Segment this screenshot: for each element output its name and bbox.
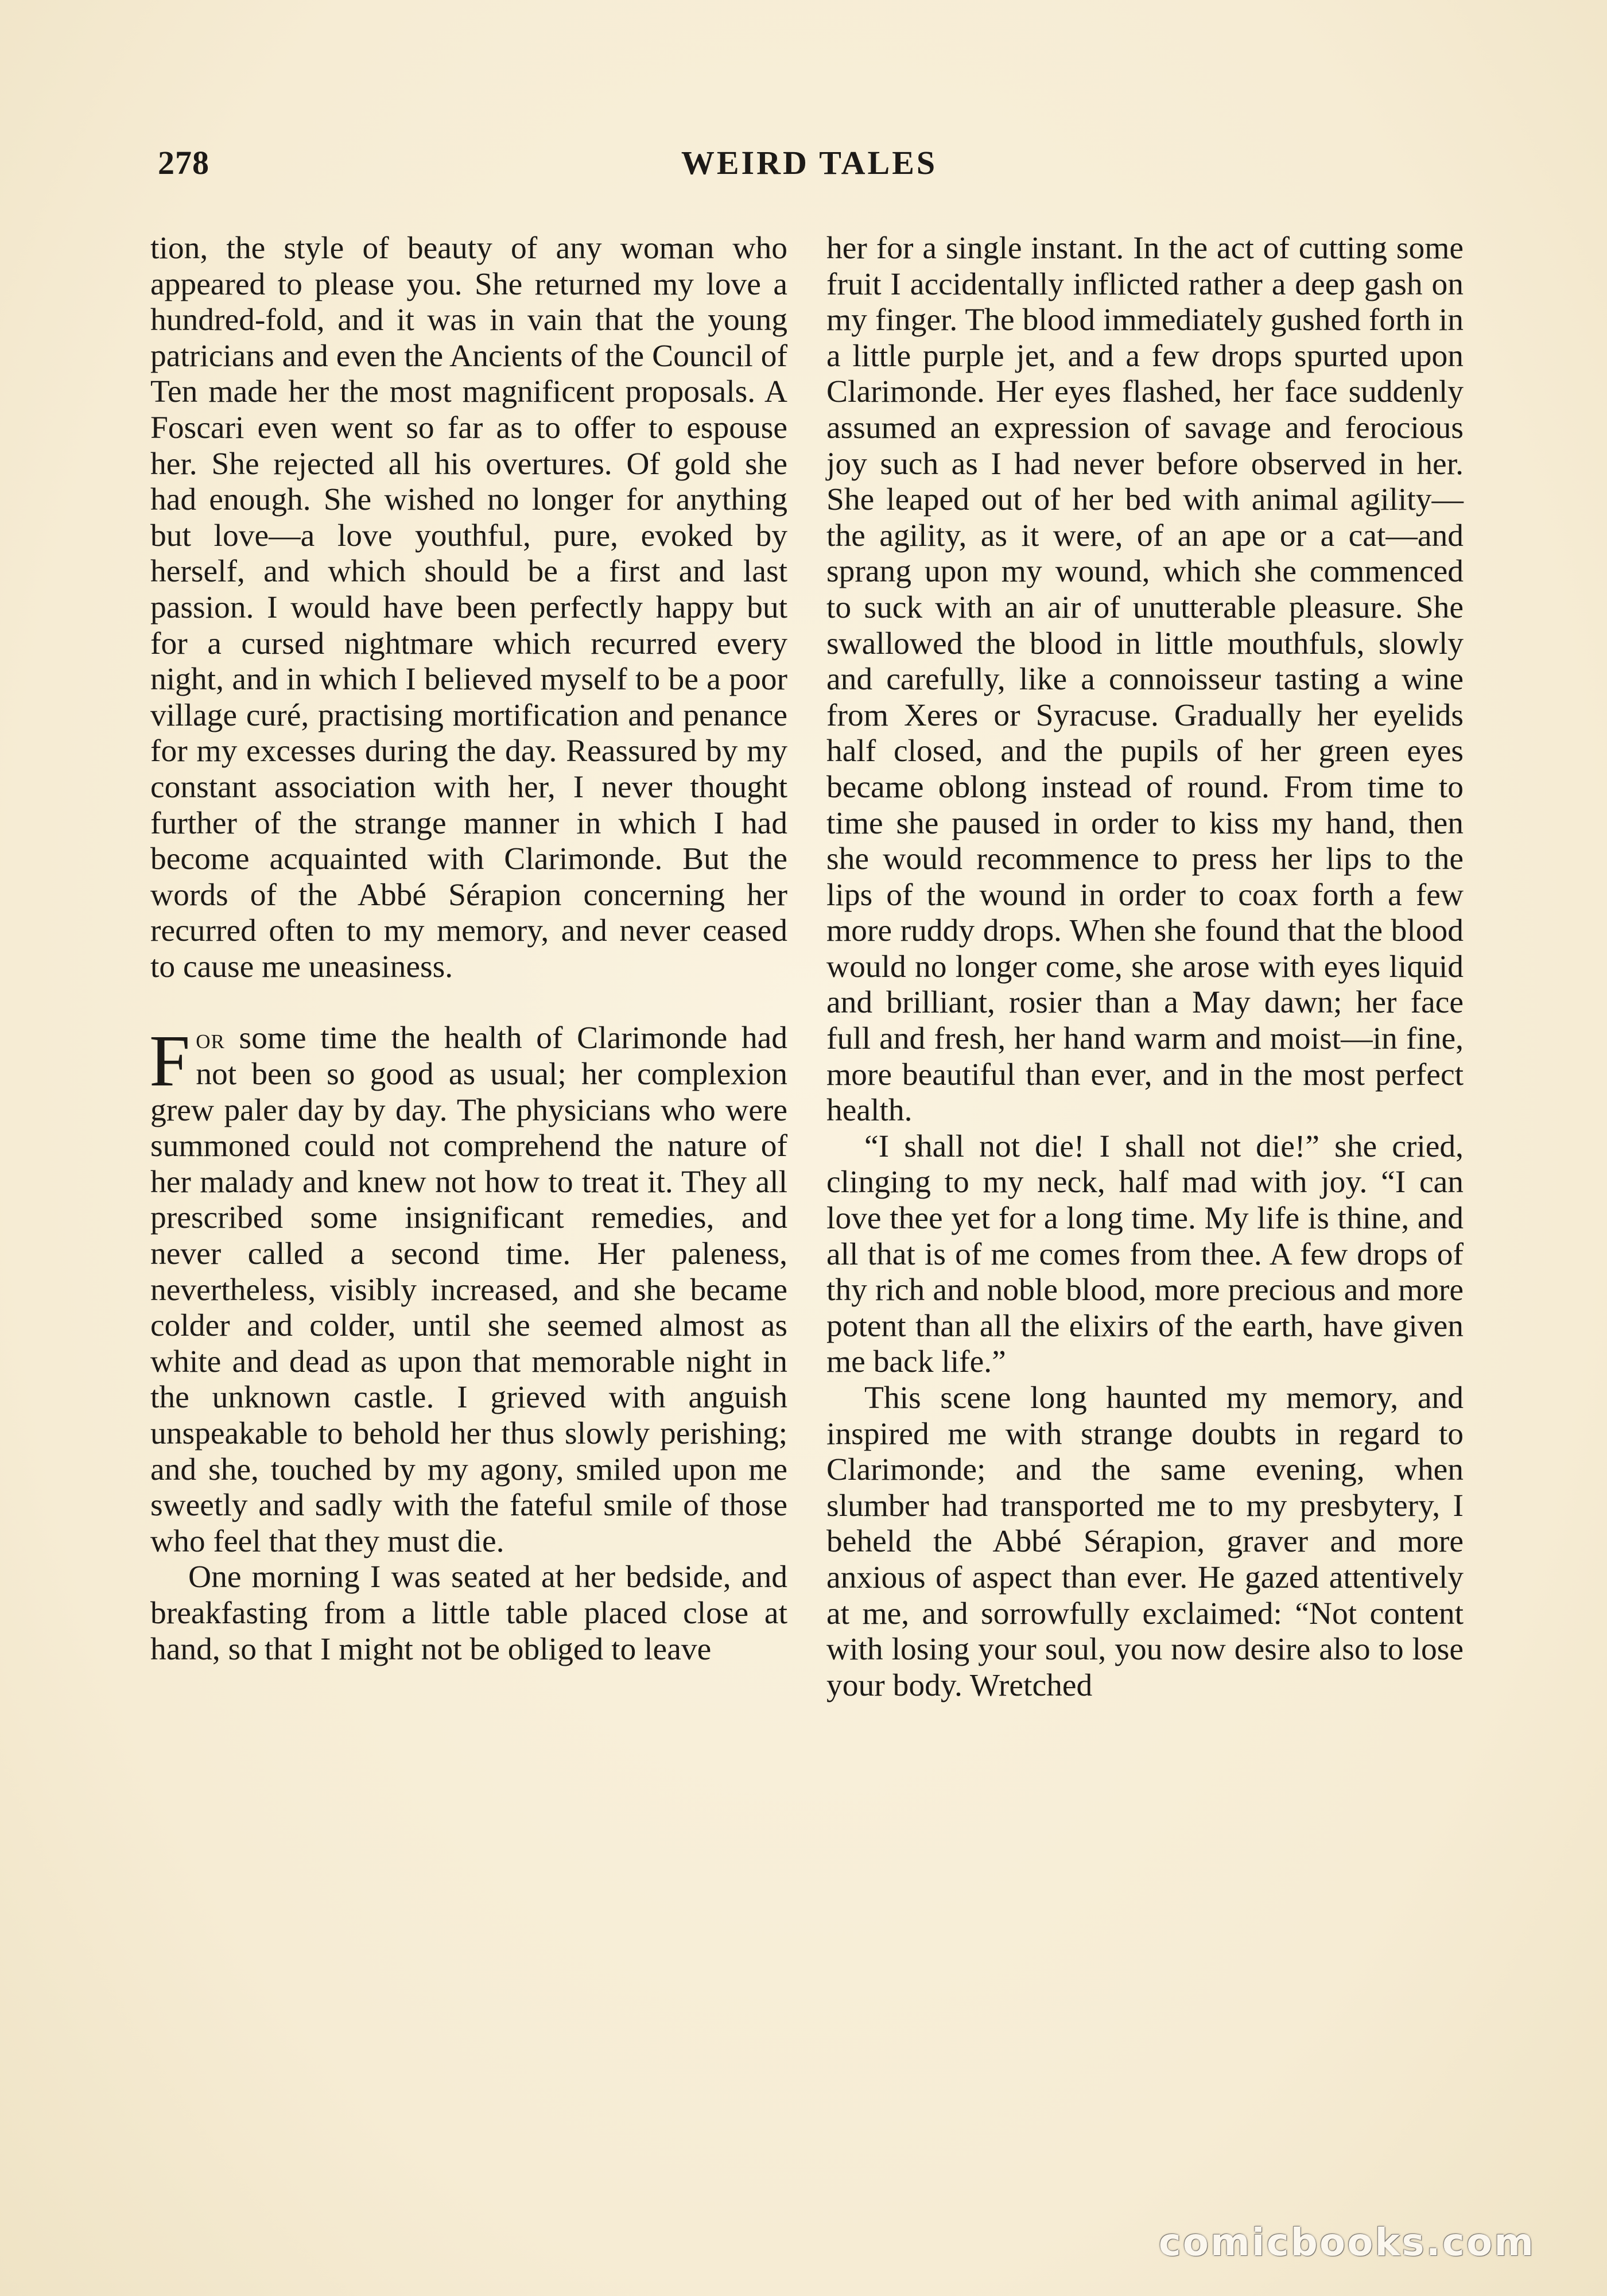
- page-number: 278: [158, 144, 209, 181]
- page-header: [158, 144, 1461, 189]
- left-column: [150, 231, 787, 1667]
- left-paragraph-1: tion, the style of beauty of any woman who appeared to please you. She returned my love a hundred-fold, and it was in vain that the young patricians and even the Ancients of the Council of Ten made her the most magnificent proposals. A Foscari even went so far as to offer to espouse her. She rejected all his overtures. Of gold she had enough. She wished no longer for anything but love—a love youthful, pure, evoked by herself, and which should be a first and last passion. I would have been perfectly happy but for a cursed nightmare which recurred every night, and in which I believed myself to be a poor village curé, practising mortification and penance for my excesses during the day. Reassured by my constant association with her, I never thought further of the strange manner in which I had become acquainted with Clarimonde. But the words of the Abbé Sérapion concerning her recurred often to my memory, and never ceased to cause me uneasiness.: [150, 231, 787, 984]
- small-caps-lead: or: [196, 1022, 225, 1055]
- right-column: [826, 231, 1464, 1704]
- left-paragraph-2: [150, 1021, 787, 1560]
- left-paragraph-3: One morning I was seated at her bedside, and breakfasting from a little table placed close at hand, so that I might not be obliged to leave: [150, 1560, 787, 1667]
- right-paragraph-2: “I shall not die! I shall not die!” she cried, clinging to my neck, half mad with joy. “I can love thee yet for a long time. My life is thine, and all that is of me comes from thee. A few drops of thy rich and noble blood, more precious and more potent than all the elixirs of the earth, have given me back life.”: [826, 1128, 1464, 1380]
- section-break: [150, 985, 787, 1021]
- right-paragraph-3: This scene long haunted my memory, and inspired me with strange doubts in regard to Clarimonde; and the same evening, when slumber had transported me to my presbytery, I beheld the Abbé Sérapion, graver and more anxious of aspect than ever. He gazed attentively at me, and sorrowfully exclaimed: “Not content with losing your soul, you now desire also to lose your body. Wretched: [826, 1380, 1464, 1703]
- watermark: comicbooks.com: [1158, 2220, 1535, 2264]
- right-paragraph-1: her for a single instant. In the act of cutting some fruit I accidentally inflicted rather a deep gash on my finger. The blood immediately gushed forth in a little purple jet, and a few drops spurted upon Clarimonde. Her eyes flashed, her face suddenly assumed an expression of savage and ferocious joy such as I had never before observed in her. She leaped out of her bed with animal agility—the agility, as it were, of an ape or a cat—and sprang upon my wound, which she commenced to suck with an air of unutterable pleasure. She swallowed the blood in little mouthfuls, slowly and carefully, like a connoisseur tasting a wine from Xeres or Syracuse. Gradually her eyelids half closed, and the pupils of her green eyes became oblong instead of round. From time to time she paused in order to kiss my hand, then she would recommence to press her lips to the lips of the wound in order to coax forth a few more ruddy drops. When she found that the blood would no longer come, she arose with eyes liquid and brilliant, rosier than a May dawn; her face full and fresh, her hand warm and moist—in fine, more beautiful than ever, and in the most perfect health.: [826, 231, 1464, 1128]
- left-paragraph-2-text: some time the health of Clarimonde had not been so good as usual; her complexion grew paler day by day. The physicians who were summoned could not comprehend the nature of her malady and knew not how to treat it. They all prescribed some insignificant remedies, and never called a second time. Her paleness, nevertheless, visibly increased, and she became colder and colder, until she seemed almost as white and dead as upon that memorable night in the unknown castle. I grieved with anguish unspeakable to behold her thus slowly perishing; and she, touched by my agony, smiled upon me sweetly and sadly with the fateful smile of those who feel that they must die.: [150, 1021, 787, 1559]
- drop-cap: F: [149, 1020, 191, 1102]
- running-title: WEIRD TALES: [681, 144, 938, 181]
